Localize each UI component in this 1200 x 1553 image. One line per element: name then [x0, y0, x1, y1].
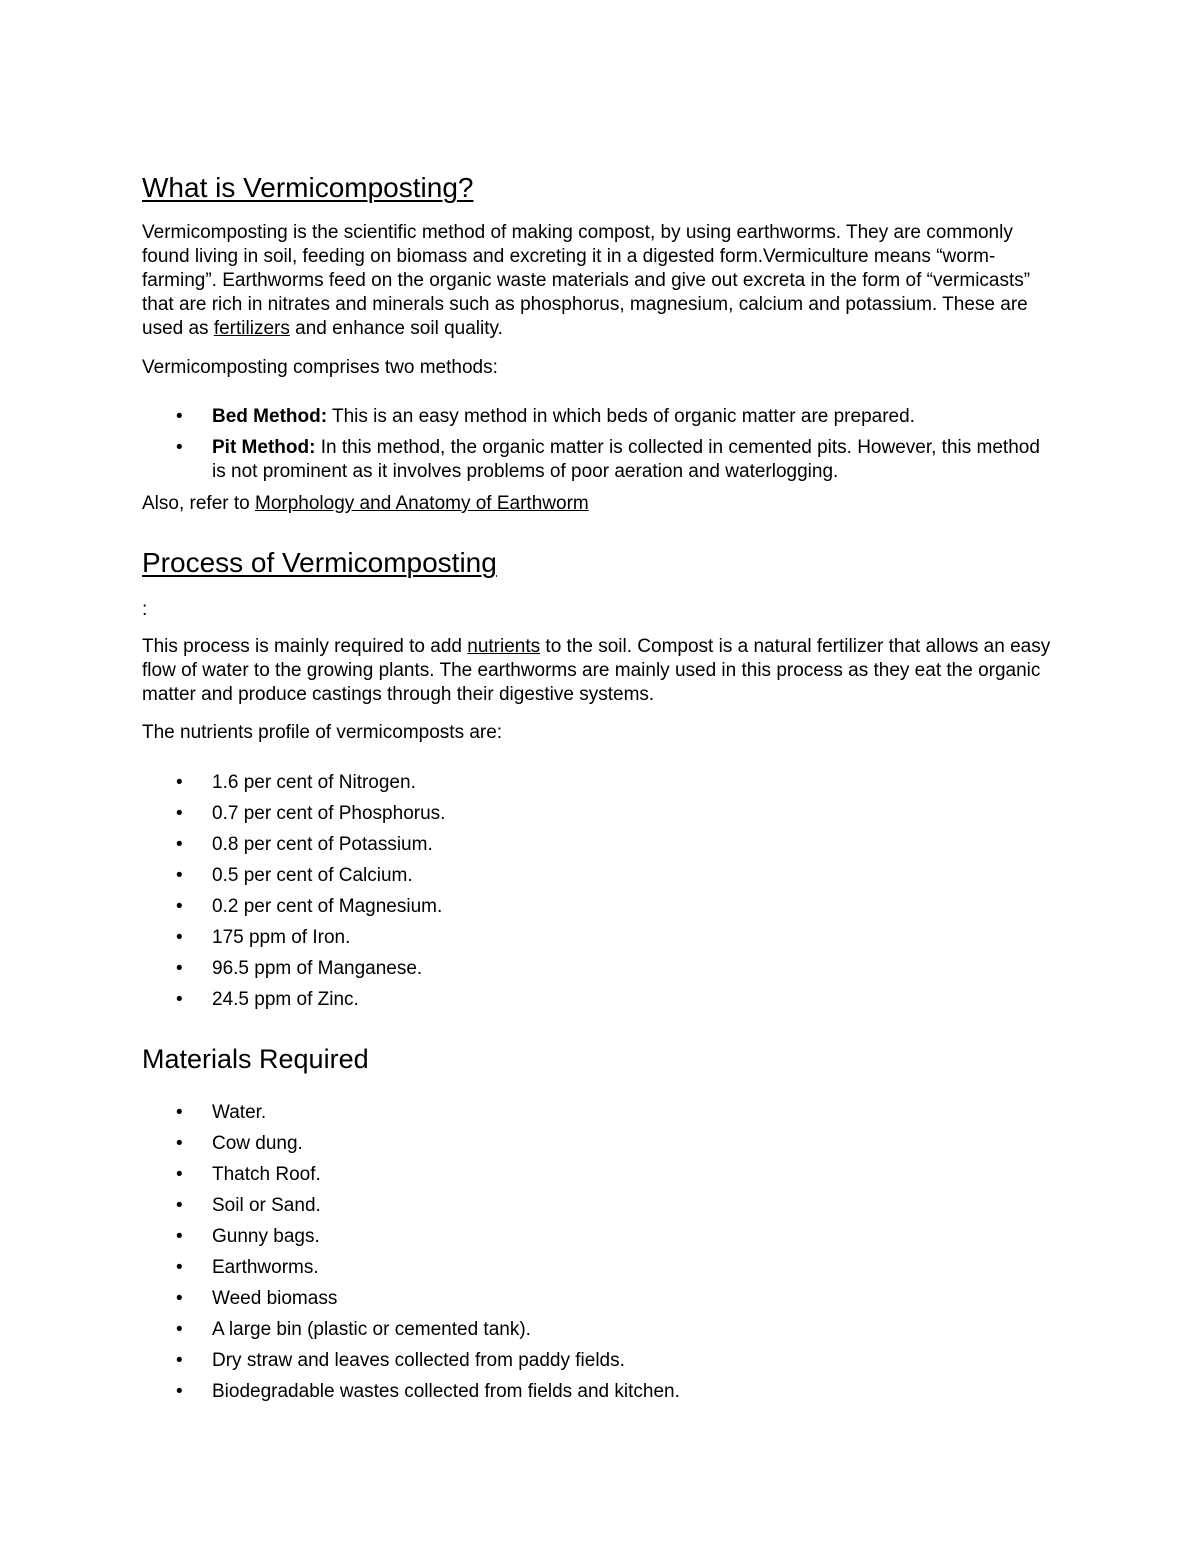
refer-line [142, 492, 1057, 516]
bullet-icon: • [176, 834, 183, 855]
list-item-text: 1.6 per cent of Nitrogen. [212, 772, 416, 793]
bullet-icon: • [176, 406, 183, 427]
list-item [142, 926, 1057, 957]
list-item [142, 802, 1057, 833]
bullet-icon: • [176, 772, 183, 793]
intro-text-1: Vermicomposting is the scientific method of making compost, by using earthworms. They are commonly found living in soil, feeding on biomass and excreting it in a digested form.Vermiculture means “worm-farming”. Earthworms feed on the organic waste materials and give out excreta in the form of “vermicasts” that are rich in nitrates and minerals such as phosphorus, magnesium, calcium and potassium. These are used as [142, 222, 1031, 339]
list-item-text: Earthworms. [212, 1257, 319, 1278]
bullet-icon: • [176, 1164, 183, 1185]
list-item-text: Thatch Roof. [212, 1164, 321, 1185]
bullet-icon: • [176, 803, 183, 824]
method-text: This is an easy method in which beds of organic matter are prepared. [327, 406, 915, 427]
list-item [142, 771, 1057, 802]
bullet-icon: • [176, 927, 183, 948]
bullet-icon: • [176, 1319, 183, 1340]
list-item [142, 957, 1057, 988]
list-item-text: 0.7 per cent of Phosphorus. [212, 803, 446, 824]
nutrients-intro: The nutrients profile of vermicomposts are: [142, 722, 503, 743]
list-item-text: 0.2 per cent of Magnesium. [212, 896, 443, 917]
bullet-icon: • [176, 1288, 183, 1309]
list-item [142, 895, 1057, 926]
refer-prefix: Also, refer to [142, 493, 255, 514]
list-item-text: Soil or Sand. [212, 1195, 321, 1216]
nutrients-list [142, 771, 1057, 1019]
nutrients-link[interactable]: nutrients [467, 636, 541, 657]
list-item [142, 1349, 1057, 1380]
list-item-text: A large bin (plastic or cemented tank). [212, 1319, 531, 1340]
heading-process-of-vermicomposting: Process of Vermicomposting [142, 547, 497, 578]
list-item-text: 96.5 ppm of Manganese. [212, 958, 423, 979]
list-item-text: Biodegradable wastes collected from fields and kitchen. [212, 1381, 680, 1402]
bullet-icon: • [176, 1102, 183, 1123]
bullet-icon: • [176, 865, 183, 886]
methods-intro: Vermicomposting comprises two methods: [142, 357, 498, 378]
bullet-icon: • [176, 1257, 183, 1278]
list-item-text: 0.5 per cent of Calcium. [212, 865, 413, 886]
bullet-icon: • [176, 437, 183, 458]
list-item [142, 1318, 1057, 1349]
list-item [142, 1194, 1057, 1225]
list-item-text: Weed biomass [212, 1288, 338, 1309]
bullet-icon: • [176, 1195, 183, 1216]
list-item [142, 1380, 1057, 1411]
method-name: Bed Method: [212, 406, 328, 427]
list-item [142, 1101, 1057, 1132]
list-item [142, 1256, 1057, 1287]
list-item-text: 175 ppm of Iron. [212, 927, 351, 948]
list-item [142, 833, 1057, 864]
list-item [142, 864, 1057, 895]
bullet-icon: • [176, 896, 183, 917]
bullet-icon: • [176, 989, 183, 1010]
process-paragraph [142, 635, 1057, 707]
list-item-bed-method [142, 405, 1057, 429]
list-item-text: Water. [212, 1102, 267, 1123]
bullet-icon: • [176, 1226, 183, 1247]
list-item [142, 988, 1057, 1019]
list-item [142, 1225, 1057, 1256]
heading-materials-required: Materials Required [142, 1044, 369, 1074]
method-name: Pit Method: [212, 437, 316, 458]
list-item-pit-method [142, 436, 1057, 484]
bullet-icon: • [176, 1133, 183, 1154]
intro-paragraph [142, 221, 1057, 341]
list-item-text: 0.8 per cent of Potassium. [212, 834, 433, 855]
list-item-text: Dry straw and leaves collected from paddy fields. [212, 1350, 625, 1371]
process-text-1: This process is mainly required to add [142, 636, 468, 657]
list-item [142, 1287, 1057, 1318]
intro-text-2: and enhance soil quality. [289, 318, 503, 339]
method-text: In this method, the organic matter is collected in cemented pits. However, this method is not prominent as it involves problems of poor aeration and waterlogging. [212, 437, 1040, 482]
bullet-icon: • [176, 958, 183, 979]
methods-list [142, 405, 1057, 484]
morphology-link[interactable]: Morphology and Anatomy of Earthworm [255, 493, 589, 514]
bullet-icon: • [176, 1381, 183, 1402]
list-item-text: Cow dung. [212, 1133, 303, 1154]
list-item [142, 1132, 1057, 1163]
heading-what-is-vermicomposting: What is Vermicomposting? [142, 172, 474, 203]
bullet-icon: • [176, 1350, 183, 1371]
colon-line: : [142, 599, 148, 620]
process-text-2: to the soil. Compost is a natural fertilizer that allows an easy flow of water to the growing plants. The earthworms are mainly used in this process as they eat the organic matter and produce castings through their digestive systems. [142, 636, 1051, 705]
list-item-text: 24.5 ppm of Zinc. [212, 989, 359, 1010]
list-item-text: Gunny bags. [212, 1226, 320, 1247]
materials-list [142, 1101, 1057, 1411]
list-item [142, 1163, 1057, 1194]
fertilizers-link[interactable]: fertilizers [213, 318, 290, 339]
